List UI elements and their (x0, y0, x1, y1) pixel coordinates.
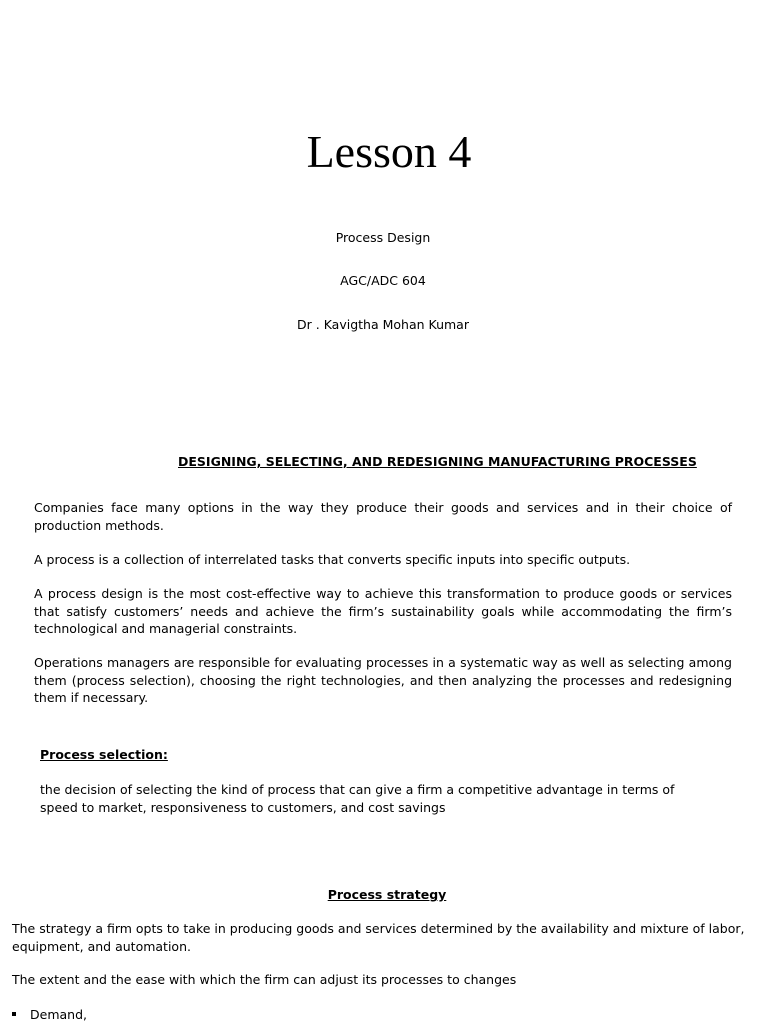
process-strategy-heading: Process strategy (327, 887, 447, 902)
section-heading-designing: DESIGNING, SELECTING, AND REDESIGNING MANUFACTURING PROCESSES (178, 454, 697, 469)
course-code: AGC/ADC 604 (340, 273, 426, 288)
paragraph-process-design: A process design is the most cost-effective way to achieve this transformation to produce goods or services that satisfy customers’ needs and achieve the firm’s sustainability goals while accommodating the firm’s technological and managerial constraints. (34, 586, 732, 636)
process-strategy-adjust-paragraph: The extent and the ease with which the firm can adjust its processes to changes (12, 972, 517, 987)
process-selection-text: the decision of selecting the kind of process that can give a firm a competitive advantage in terms of speed to market, responsiveness to customers, and cost savings (40, 782, 675, 815)
author-name: Dr . Kavigtha Mohan Kumar (297, 317, 469, 332)
process-strategy-paragraph: The strategy a firm opts to take in producing goods and services determined by the availability and mixture of labor, equipment, and automation. (12, 921, 745, 954)
document-subtitle: Process Design (335, 230, 431, 245)
paragraph-process-definition: A process is a collection of interrelated tasks that converts specific inputs into specific outputs. (34, 552, 631, 567)
document-title: Lesson 4 (306, 126, 472, 177)
paragraph-options: Companies face many options in the way they produce their goods and services and in their choice of production methods. (34, 500, 732, 533)
paragraph-operations-managers: Operations managers are responsible for evaluating processes in a systematic way as well as selecting among them (process selection), choosing the right technologies, and then analyzing the processes and redesigning them if necessary. (34, 655, 732, 705)
bullet-square-icon (12, 1012, 16, 1016)
bullet-text: Demand, (30, 1007, 87, 1022)
strategy-bullet-list (12, 1006, 87, 1023)
list-item (12, 1006, 87, 1023)
process-selection-heading: Process selection: (40, 747, 168, 762)
